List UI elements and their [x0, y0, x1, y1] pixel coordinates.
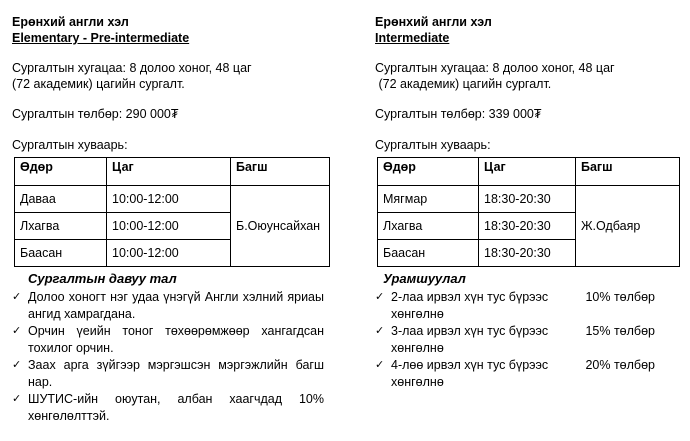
promo-text-cont: хөнгөлнө: [391, 341, 444, 355]
check-icon: ✓: [375, 291, 385, 303]
duration-line-1: Сургалтын хугацаа: 8 долоо хоног, 48 цаг: [375, 61, 615, 75]
table-row: [15, 186, 330, 213]
promo-text-cont: хөнгөлнө: [391, 375, 444, 389]
check-icon: ✓: [12, 393, 22, 405]
table-row: [378, 186, 680, 213]
list-item-text: Долоо хоногт нэг удаа үнэгүй Англи хэлний яриаы ангид хамрагдана.: [28, 290, 324, 321]
check-icon: ✓: [375, 325, 385, 337]
advantages-title: Сургалтын давуу тал: [28, 271, 177, 286]
promo-discount: 20% төлбөр: [585, 358, 655, 372]
header-teacher: Багш: [231, 158, 330, 186]
list-item: [12, 323, 324, 357]
check-icon: ✓: [12, 359, 22, 371]
check-icon: ✓: [375, 359, 385, 371]
header-time: Цаг: [107, 158, 231, 186]
time-cell: 10:00-12:00: [107, 213, 231, 240]
promo-discount: 10% төлбөр: [585, 290, 655, 304]
header-day: Өдөр: [15, 158, 107, 186]
list-item-text: Заах арга зүйгээр мэргэшсэн мэргэжлийн багш нар.: [28, 358, 324, 389]
day-cell: Баасан: [378, 240, 479, 267]
duration-line-1: Сургалтын хугацаа: 8 долоо хоног, 48 цаг: [12, 61, 252, 75]
course-title: Ерөнхий англи хэл: [12, 15, 129, 29]
day-cell: Мягмар: [378, 186, 479, 213]
check-icon: ✓: [12, 291, 22, 303]
schedule-label: Сургалтын хуваарь:: [12, 138, 128, 152]
course-fee: Сургалтын төлбөр: 339 000₮: [375, 107, 542, 121]
promo-text-cont: хөнгөлнө: [391, 307, 444, 321]
header-time: Цаг: [479, 158, 576, 186]
list-item: [375, 357, 680, 391]
time-cell: 18:30-20:30: [479, 240, 576, 267]
course-title: Ерөнхий англи хэл: [375, 15, 492, 29]
list-item-text: Орчин үеийн тоног төхөөрөмжөөр хангагдсан тохилог орчин.: [28, 324, 324, 355]
day-cell: Лхагва: [378, 213, 479, 240]
check-icon: ✓: [12, 325, 22, 337]
header-teacher: Багш: [576, 158, 680, 186]
list-item: [12, 357, 324, 391]
header-day: Өдөр: [378, 158, 479, 186]
time-cell: 10:00-12:00: [107, 186, 231, 213]
teacher-cell: Б.Оюунсайхан: [231, 186, 330, 267]
time-cell: 18:30-20:30: [479, 213, 576, 240]
promo-list: [375, 289, 680, 391]
course-fee: Сургалтын төлбөр: 290 000₮: [12, 107, 179, 121]
list-item: [12, 289, 324, 323]
schedule-label: Сургалтын хуваарь:: [375, 138, 491, 152]
schedule-table: [377, 157, 680, 267]
duration-line-2: (72 академик) цагийн сургалт.: [12, 77, 185, 91]
table-header-row: [15, 158, 330, 186]
promo-text: 2-лаа ирвэл хүн тус бүрээс: [391, 290, 549, 304]
day-cell: Даваа: [15, 186, 107, 213]
time-cell: 18:30-20:30: [479, 186, 576, 213]
duration-line-2: (72 академик) цагийн сургалт.: [375, 77, 552, 91]
promo-discount: 15% төлбөр: [585, 324, 655, 338]
promo-text: 3-лаа ирвэл хүн тус бүрээс: [391, 324, 549, 338]
day-cell: Баасан: [15, 240, 107, 267]
course-level: Intermediate: [375, 31, 450, 45]
list-item-text: ШУТИС-ийн оюутан, албан хаагчдад 10% хөнгөлөлттэй.: [28, 392, 324, 423]
list-item: [375, 323, 680, 357]
teacher-cell: Ж.Одбаяр: [576, 186, 680, 267]
time-cell: 10:00-12:00: [107, 240, 231, 267]
schedule-table: [14, 157, 330, 267]
list-item: [375, 289, 680, 323]
table-header-row: [378, 158, 680, 186]
day-cell: Лхагва: [15, 213, 107, 240]
promo-text: 4-лөө ирвэл хүн тус бүрээс: [391, 358, 549, 372]
list-item: [12, 391, 324, 425]
promo-title: Урамшуулал: [383, 271, 466, 286]
advantages-list: [12, 289, 324, 425]
course-level: Elementary - Pre-intermediate: [12, 31, 190, 45]
